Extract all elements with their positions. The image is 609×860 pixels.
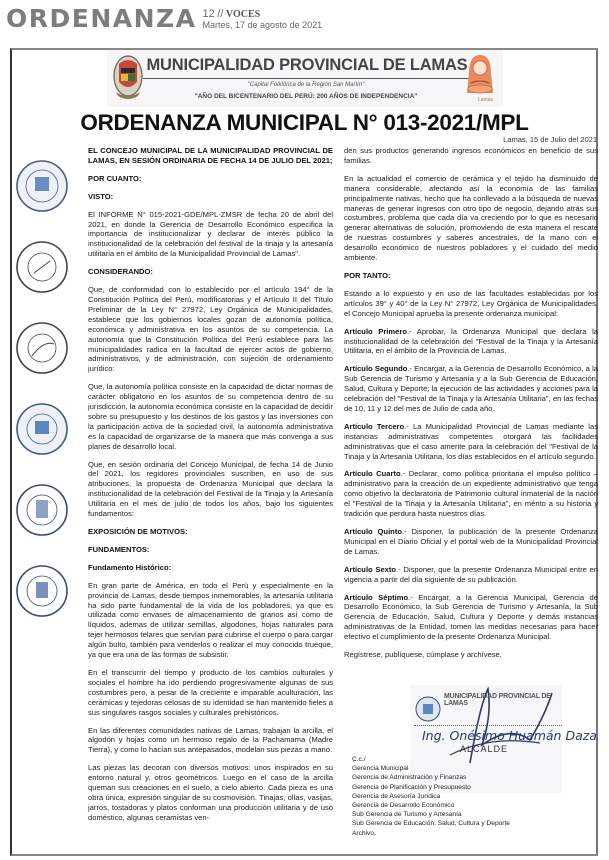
considerando-heading: CONSIDERANDO: [88,267,153,277]
article-septimo [344,593,598,643]
seal-stamp-icon [14,158,70,214]
article-text: .- Aprobar, la Ordenanza Municipal que declara la institucionalidad de la celebración del "Festival de la Tinaja y la Artesanía Utilitaria, en el ámbito de la Provincia de Lamas. [344,326,598,356]
page-number: 12 [202,8,215,20]
publication-date: Martes, 17 de agosto de 2021 [202,20,323,30]
section-title: ORDENANZA [6,4,197,33]
article-text: .- Encargar, a la Gerencia Municipal, Gerencia de Desarrollo Económico, la Sub Gerencia de Turismo y Artesanía, la Sub Gerencia de Educación, Salud, Cultura y Deporte y demás instancias administrativas de la Entidad, tomen las medidas necesarias para hacer efectivo el cumplimiento de la presente Ordenanza Municipal. [344,592,598,642]
fundamento-historico-heading: Fundamento Histórico: [88,562,172,572]
article-label: Artículo Segundo [344,364,408,374]
intro-heading: EL CONCEJO MUNICIPAL DE LA MUNICIPALIDAD PROVINCIAL DE LAMAS, EN SESIÓN ORDINARIA DE FECHA 14 DE JULIO DEL 2021; [88,146,333,165]
considerando-paragraph: Que, de conformidad con lo establecido por el artículo 194° de la Constitución Política del Perú, modificatorias y el Artículo II del Título Preliminar de la Ley N° 27972, Ley Orgánica de Municipalidades, establece que los gobiernos locales gozan de autonomía política, económica y administrativa en los asuntos de su competencia. La autonomía que la Constitución Política del Perú establece para las municipalidades radica en la facultad de ejercer actos de gobierno, administrativos, y de administración, con sujeción de ordenamiento jurídico: [88,285,333,374]
cc-recipient: Gerencia de Asesoría Jurídica [352,792,441,800]
considerando-paragraph: Que, la autonomía política consiste en la capacidad de dictar normas de carácter obligatorio en los asuntos de su competencia dentro de su jurisdicción, la autonomía económica consiste en la capacidad de decidir sobre su presupuesto y los destinos de los gastos y las inversiones con la participación activa de la sociedad civil, la autonomía administrativa es la capacidad de organizarse de la manera que más convenga a sus planes de desarrollo local. [88,382,333,451]
article-cuarto [344,469,598,519]
cc-recipient: Gerencia de Administración y Finanzas [352,774,467,782]
municipal-crest-icon [111,52,145,102]
article-label: Artículo Cuarto [344,469,401,479]
signatory-name: Ing. Onésimo Huamán Daza [422,728,597,743]
masthead-meta [203,9,323,30]
continuation-paragraph: den sus productos generando ingresos económicos en beneficio de sus familias. [344,146,598,165]
visto-paragraph: El INFORME N° 015-2021-GDE/MPL-ZMSR de fecha 20 de abril del 2021, en donde la Gerencia de Desarrollo Económico especifica la importancia de institucionalizar y declarar de interés público la institucionalidad de la celebración del festival de la tinaja y la artesanía utilitaria en el ámbito de la Municipalidad Provincial de Lamas". [88,209,333,259]
separator: // [217,8,224,20]
historico-paragraph: Las piezas las decoran con diversos motivos: unos inspirados en su entorno natural y, otros geométricos. Luego en el caso de la arcilla queman sus creaciones en el suelo, a cielo abierto. Cada pieza es una obra única, expresión singular de su cosmovisión. Tinajas, ollas, vasijas, jarros, tostadoras y platos conforman una producción utilitaria y de uso doméstico, algunas ceramistas ven- [88,763,333,822]
cc-recipient: Gerencia Municipal [352,765,409,773]
seal-stamp-icon [14,563,70,619]
article-label: Artículo Quinto [344,527,402,536]
article-label: Artículo Séptimo [344,592,409,602]
fundamentos-heading: FUNDAMENTOS: [88,544,150,554]
lamas-mascot-icon [461,51,499,101]
institution-name: MUNICIPALIDAD PROVINCIAL DE LAMAS [146,56,468,74]
article-text: .- La Municipalidad Provincial de Lamas mediante las instancias administrativas competentes otorgará las facilidades administrativas que el caso amerite para la celebración del "Festival de la Tinaja y la Artesanía Utilitaria, los días establecidos en el artículo segundo. [344,421,598,461]
seal-stamps [14,158,72,644]
document-date: Lamas, 15 de Julio del 2021 [503,135,597,144]
considerando-paragraph: Que, en sesión ordinaria del Concejo Municipal, de fecha 14 de Junio del 2021, los regidores provinciales suscriben, en uso de sus atribuciones, la propuesta de Ordenanza Municipal que declara la institucionalidad de la celebración del Festival de la Tinaja y la Artesanía Utilitaria en el mes de julio de todos los años, bajo los siguientes fundamentos: [88,459,333,519]
seal-stamp-icon [14,239,70,295]
institution-motto: "Capital Folklórica de la Región San Martín" [247,82,365,88]
signature-line [414,725,562,726]
letterhead-rule [143,78,469,79]
historico-paragraph: En gran parte de América, en todo el Perú y especialmente en la provincia de Lamas, desde tiempos inmemorables, la artesanía utilitaria ha sido parte fundamental de la vida de los pobladores, ya que es utilizada como envases de almacenamiento de granos así como de líquidos, ademas de utilizar semillas, algodones, hojas naturales para tejer hermosos telares que servían para cubrirse el cuerpo o para cargar algún bulto, también para venderlos o realizar el muy conocido trueque, ya que era una de las formas de subsistir. [88,580,333,660]
visto-heading: VISTO: [88,191,114,201]
cc-recipient: Archivo. [352,829,376,837]
article-text: .- Declarar, como política prioritaria el impulso político – administrativo para la creación de un expediente administrativo que tenga como objetivo la declaratoria de Patrimonio cultural inmaterial de la nación el "Festival de la Tinaja y la Artesanía Utilitaria", en mérito a su historia y tradición que perdura hasta nuestros días. [344,469,598,519]
historico-paragraph: En el transcurrir del tiempo y producto de los cambios culturales y sociales el hombre ha ido perdiendo progresivamente algunas de sus costumbres pero, a pesar de la creciente e imparable aculturación, las cerámicas y tejedoras celosas de su identidad se han mantenido fieles a sus singulares rasgos sociales y culturales prehistóricos. [88,667,333,717]
letterhead [107,50,503,107]
cc-recipient: Sub Gerencia de Educación, Salud, Cultura y Deporte [352,820,510,828]
signatory-role: ALCALDE [460,744,509,754]
seal-stamp-icon [14,320,70,376]
seal-stamp-icon [14,482,70,538]
article-sexto [344,565,598,585]
article-quinto [344,527,598,557]
article-label: Artículo Tercero [344,421,405,431]
right-column [344,146,598,668]
article-label: Artículo Primero [344,326,407,336]
year-name: "AÑO DEL BICENTENARIO DEL PERÚ: 200 AÑOS DE INDEPENDENCIA" [194,93,418,100]
por-tanto-paragraph: Estando a lo expuesto y en uso de las facultades establecidas por los artículos 39° y 40° de la Ley N° 27972, Ley Orgánica de Municipalidades, el Concejo Municipal aprueba la presente ordenanza municipal: [344,288,598,318]
historico-paragraph: En las diferentes comunidades nativas de Lamas, trabajan la arcilla, el algodón y hojas como un hermoso regalo de la Pachamama (Madre Tierra), y como lo hacían sus antepasados, modelan sus piezas a mano. [88,725,333,755]
article-tercero [344,422,598,462]
cc-recipient: Gerencia de Desarrollo Económico [352,802,455,810]
por-tanto-heading: POR TANTO: [344,270,391,280]
closing-formula: Regístrese, publíquese, cúmplase y archívese. [344,650,502,660]
cc-recipient: Gerencia de Planificación y Presupuesto [352,783,471,791]
article-text: .- Disponer, la publicación de la presente Ordenanza Municipal en el Diario Oficial y el portal web de la Municipalidad Provincial de Lamas. [344,527,599,556]
publication-name: VOCES [225,9,261,20]
article-text: .- Disponer, que la presente Ordenanza Municipal entre en vigencia a partir del día siguiente de su publicación. [344,564,598,584]
article-primero [344,327,598,357]
signature-stamp-text: MUNICIPALIDAD PROVINCIAL DE LAMAS [444,693,551,707]
actualidad-paragraph: En la actualidad el comercio de cerámica y el tejido ha disminuido de manera considerable, afectando así la economía de las familias principalmente nativas, hecho que ha conllevado a la búsqueda de nuevas maneras de generar ingresos con otro tipo de negocio, dejando atrás sus costumbres, problema que cada día va creciendo por lo que es necesario generar alternativas de solución, promoviendo de esta manera el rescate de nuestras costumbres y saberes ancestrales, de la mano con el desarrollo económico de nuestros pobladores y el cuidado del medio ambiente. [344,173,598,263]
masthead [6,4,322,34]
article-label: Artículo Sexto [344,564,397,574]
document-title: ORDENANZA MUNICIPAL N° 013-2021/MPL [80,110,529,135]
cc-label: C.c./ [352,756,366,763]
cc-list [352,755,510,838]
seal-stamp-icon [14,401,70,457]
article-text: .- Encargar, a la Gerencia de Desarrollo Económico, a la Sub Gerencia de Turismo y Artesanía y a la Sub Gerencia de Educación, Salud, Cultura y Deporte; la ejecución de las actividades y acciones para la celebración del "Festival de la Tinaja y la Artesanía Utilitaria", en las fechas de 10, 11 y 12 del mes de Julio de cada año. [344,364,598,413]
cc-recipient: Sub Gerencia de Turismo y Artesanía [352,811,462,819]
exposicion-heading: EXPOSICIÓN DE MOTIVOS: [88,527,188,536]
left-column [88,146,333,831]
por-cuanto-heading: POR CUANTO: [88,173,142,183]
mascot-caption: Lamas [477,97,493,103]
article-segundo [344,364,598,414]
